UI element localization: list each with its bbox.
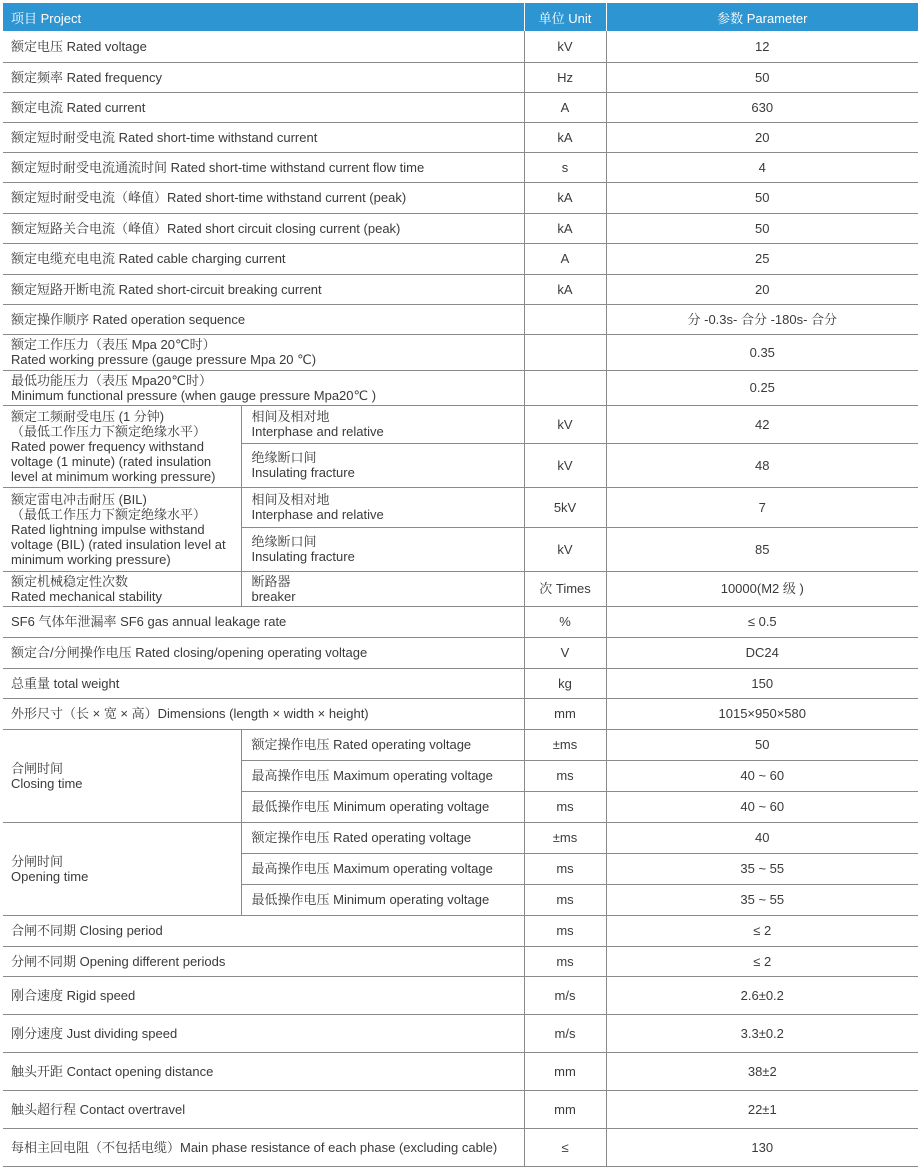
row-item: 刚分速度 Just dividing speed (3, 1014, 524, 1052)
row-unit: kV (524, 527, 606, 571)
row-param: 35 ~ 55 (606, 884, 918, 915)
table-row (3, 668, 918, 698)
table-row (3, 122, 918, 152)
row-param: 25 (606, 243, 918, 274)
row-unit: Hz (524, 62, 606, 92)
table-row (3, 243, 918, 274)
row-param: 2.6±0.2 (606, 976, 918, 1014)
row-param: ≤ 2 (606, 915, 918, 946)
row-item: SF6 气体年泄漏率 SF6 gas annual leakage rate (3, 606, 524, 637)
power-frequency-zh1: 额定工频耐受电压 (1 分钟) (11, 408, 165, 424)
row-unit: A (524, 92, 606, 122)
row-param: ≤ 0.5 (606, 606, 918, 637)
lightning-impulse-zh2: （最低工作压力下额定绝缘水平） (11, 506, 207, 522)
sub-label: 额定操作电压 Rated operating voltage (241, 729, 524, 760)
row-param: 分 -0.3s- 合分 -180s- 合分 (606, 304, 918, 334)
row-unit: kV (524, 405, 606, 443)
opening-time-en: Opening time (11, 868, 89, 884)
row-param: 130 (606, 1128, 918, 1166)
minimum-pressure-en: Minimum functional pressure (when gauge pressure Mpa20℃ ) (11, 387, 377, 403)
row-param: 20 (606, 122, 918, 152)
minimum-pressure-zh: 最低功能压力（表压 Mpa20℃时） (11, 372, 212, 388)
row-unit: mm (524, 698, 606, 729)
row-item: 分闸不同期 Opening different periods (3, 946, 524, 976)
row-param: 50 (606, 213, 918, 243)
power-frequency-sub2 (241, 443, 524, 487)
row-param: 12 (606, 31, 918, 62)
lightning-impulse-label (3, 487, 241, 571)
row-param: 630 (606, 92, 918, 122)
sub-label-en: breaker (251, 588, 296, 604)
sub-label: 最低操作电压 Minimum operating voltage (241, 791, 524, 822)
power-frequency-zh2: （最低工作压力下额定绝缘水平） (11, 423, 207, 439)
row-param: 42 (606, 405, 918, 443)
row-unit (524, 334, 606, 370)
row-item: 额定短时耐受电流（峰值）Rated short-time withstand current (peak) (3, 182, 524, 213)
row-unit: ms (524, 915, 606, 946)
row-unit: mm (524, 1090, 606, 1128)
table-header-row (3, 3, 918, 31)
row-unit: ≤ (524, 1128, 606, 1166)
table-row (3, 304, 918, 334)
table-row (3, 637, 918, 668)
opening-time-zh: 分闸时间 (11, 853, 64, 869)
table-row (3, 92, 918, 122)
row-item: 触头超行程 Contact overtravel (3, 1090, 524, 1128)
row-param: 10000(M2 级 ) (606, 571, 918, 606)
sub-label-en: Insulating fracture (251, 549, 355, 564)
table-row-opening-time (3, 822, 918, 853)
sub-label: 额定操作电压 Rated operating voltage (241, 822, 524, 853)
minimum-pressure-label (3, 370, 524, 405)
row-unit: kA (524, 274, 606, 304)
row-item: 外形尺寸（长 × 宽 × 高）Dimensions (length × width × height) (3, 698, 524, 729)
lightning-impulse-en: Rated lightning impulse withstand voltage (BIL) (rated insulation level at minimum working pressure) (11, 521, 226, 567)
row-param: 4 (606, 152, 918, 182)
working-pressure-zh: 额定工作压力（表压 Mpa 20℃时） (11, 337, 216, 352)
table-row (3, 62, 918, 92)
row-unit: m/s (524, 1014, 606, 1052)
row-item: 额定操作顺序 Rated operation sequence (3, 304, 524, 334)
row-unit: mm (524, 1052, 606, 1090)
sub-label-zh: 绝缘断口间 (251, 534, 317, 549)
sub-label-zh: 相间及相对地 (251, 409, 330, 424)
row-item: 触头开距 Contact opening distance (3, 1052, 524, 1090)
row-unit: kV (524, 443, 606, 487)
row-item: 每相主回电阻（不包括电缆）Main phase resistance of each phase (excluding cable) (3, 1128, 524, 1166)
row-item: 额定电缆充电电流 Rated cable charging current (3, 243, 524, 274)
closing-time-zh: 合闸时间 (11, 760, 64, 776)
lightning-impulse-sub2 (241, 527, 524, 571)
row-unit: ms (524, 853, 606, 884)
row-unit: V (524, 637, 606, 668)
header-item: 项目 Project (3, 3, 524, 31)
table-row (3, 274, 918, 304)
table-row-minimum-pressure (3, 370, 918, 405)
row-param: 40 (606, 822, 918, 853)
row-param: 0.25 (606, 370, 918, 405)
table-row (3, 1128, 918, 1166)
row-unit: ms (524, 884, 606, 915)
sub-label: 最低操作电压 Minimum operating voltage (241, 884, 524, 915)
row-item: 额定短时耐受电流 Rated short-time withstand current (3, 122, 524, 152)
row-unit: kA (524, 122, 606, 152)
row-param: 40 ~ 60 (606, 760, 918, 791)
table-row (3, 606, 918, 637)
row-item: 总重量 total weight (3, 668, 524, 698)
row-unit: ±ms (524, 822, 606, 853)
parameter-table (3, 3, 918, 1167)
sub-label-en: Insulating fracture (251, 465, 355, 480)
sub-label: 最高操作电压 Maximum operating voltage (241, 853, 524, 884)
row-unit: 5kV (524, 487, 606, 527)
power-frequency-sub1 (241, 405, 524, 443)
row-param: 40 ~ 60 (606, 791, 918, 822)
mechanical-stability-sub (241, 571, 524, 606)
sub-label-zh: 断路器 (251, 573, 291, 589)
row-item: 刚合速度 Rigid speed (3, 976, 524, 1014)
table-row (3, 1090, 918, 1128)
row-unit: ±ms (524, 729, 606, 760)
row-item: 额定短路关合电流（峰值）Rated short circuit closing current (peak) (3, 213, 524, 243)
working-pressure-en: Rated working pressure (gauge pressure Mpa 20 ℃) (11, 352, 317, 367)
row-param: 38±2 (606, 1052, 918, 1090)
row-unit: kA (524, 213, 606, 243)
row-unit: m/s (524, 976, 606, 1014)
row-param: 0.35 (606, 334, 918, 370)
row-unit: % (524, 606, 606, 637)
row-unit: kA (524, 182, 606, 213)
row-unit: 次 Times (524, 571, 606, 606)
table-row (3, 946, 918, 976)
row-param: 1015×950×580 (606, 698, 918, 729)
row-param: 50 (606, 62, 918, 92)
row-unit: kg (524, 668, 606, 698)
row-unit: ms (524, 760, 606, 791)
row-param: DC24 (606, 637, 918, 668)
lightning-impulse-sub1 (241, 487, 524, 527)
row-unit: ms (524, 946, 606, 976)
table-row (3, 1014, 918, 1052)
row-unit: s (524, 152, 606, 182)
power-frequency-en: Rated power frequency withstand voltage (1 minute) (rated insulation level at minimum working pressure) (11, 438, 216, 484)
row-param: 48 (606, 443, 918, 487)
row-param: 3.3±0.2 (606, 1014, 918, 1052)
table-row (3, 915, 918, 946)
table-row (3, 182, 918, 213)
row-item: 额定电流 Rated current (3, 92, 524, 122)
header-unit: 单位 Unit (524, 3, 606, 31)
lightning-impulse-zh1: 额定雷电冲击耐压 (BIL) (11, 491, 147, 507)
row-param: 35 ~ 55 (606, 853, 918, 884)
row-item: 合闸不同期 Closing period (3, 915, 524, 946)
row-item: 额定合/分闸操作电压 Rated closing/opening operating voltage (3, 637, 524, 668)
mechanical-stability-label (3, 571, 241, 606)
table-row-mechanical-stability (3, 571, 918, 606)
row-param: 50 (606, 729, 918, 760)
row-unit: ms (524, 791, 606, 822)
row-param: 7 (606, 487, 918, 527)
sub-label-en: Interphase and relative (251, 507, 384, 522)
sub-label-zh: 相间及相对地 (251, 492, 330, 507)
table-row (3, 698, 918, 729)
mechanical-stability-zh: 额定机械稳定性次数 (11, 573, 129, 589)
row-item: 额定短时耐受电流通流时间 Rated short-time withstand current flow time (3, 152, 524, 182)
mechanical-stability-en: Rated mechanical stability (11, 588, 163, 604)
sub-label-zh: 绝缘断口间 (251, 450, 317, 465)
table-row (3, 213, 918, 243)
row-param: 22±1 (606, 1090, 918, 1128)
table-row (3, 1052, 918, 1090)
table-row (3, 976, 918, 1014)
row-item: 额定短路开断电流 Rated short-circuit breaking current (3, 274, 524, 304)
row-param: 85 (606, 527, 918, 571)
header-param: 参数 Parameter (606, 3, 918, 31)
row-unit (524, 370, 606, 405)
row-unit (524, 304, 606, 334)
row-param: 50 (606, 182, 918, 213)
table-row-working-pressure (3, 334, 918, 370)
table-row-power-frequency (3, 405, 918, 443)
row-param: 150 (606, 668, 918, 698)
row-unit: kV (524, 31, 606, 62)
row-param: ≤ 2 (606, 946, 918, 976)
closing-time-en: Closing time (11, 775, 83, 791)
closing-time-label (3, 729, 241, 822)
row-unit: A (524, 243, 606, 274)
table-row (3, 31, 918, 62)
row-item: 额定频率 Rated frequency (3, 62, 524, 92)
sub-label-en: Interphase and relative (251, 424, 384, 439)
sub-label: 最高操作电压 Maximum operating voltage (241, 760, 524, 791)
row-item: 额定电压 Rated voltage (3, 31, 524, 62)
power-frequency-label (3, 405, 241, 487)
table-row-lightning-impulse (3, 487, 918, 527)
table-row-closing-time (3, 729, 918, 760)
table-row (3, 152, 918, 182)
working-pressure-label (3, 334, 524, 370)
opening-time-label (3, 822, 241, 915)
row-param: 20 (606, 274, 918, 304)
